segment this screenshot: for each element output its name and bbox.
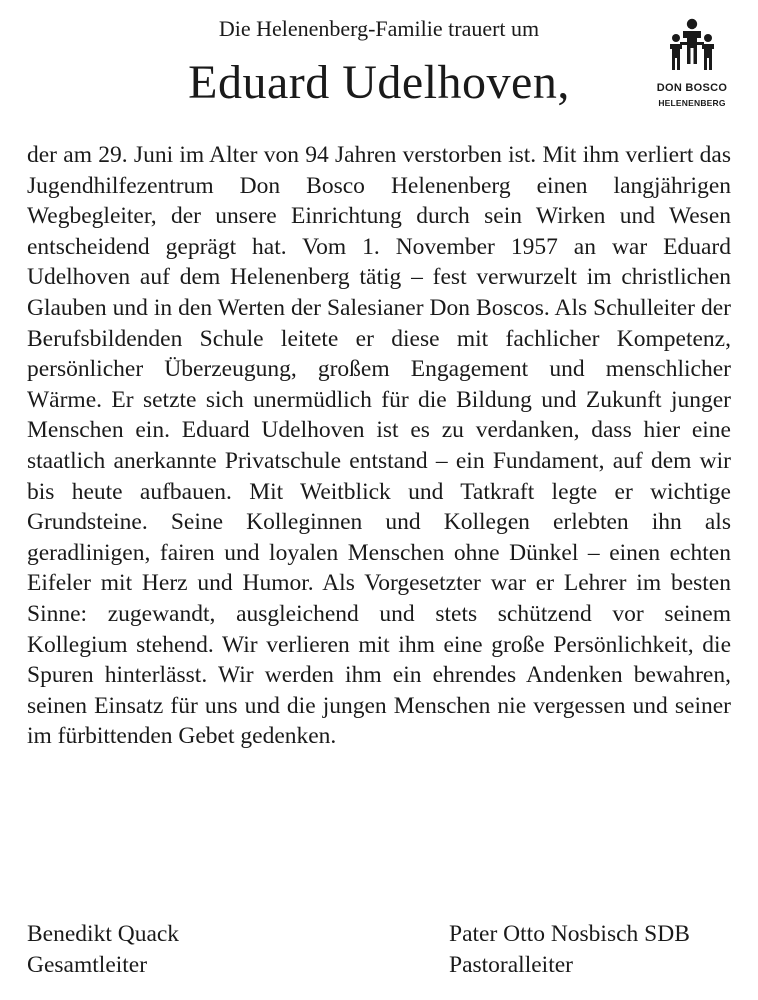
logo-wordmark-helenenberg: HELENENBERG — [658, 98, 726, 108]
don-bosco-figures-icon — [666, 18, 718, 76]
logo-wordmark-don-bosco: DON BOSCO — [656, 82, 728, 94]
signatory-role: Gesamtleiter — [27, 952, 148, 978]
obituary-body-text: der am 29. Juni im Alter von 94 Jahren verstorben ist. Mit ihm verliert das Jugendhilfezentrum Don Bosco Helenenberg einen langjährigen Wegbegleiter, der unsere Einrichtung durch sein Wirken und Wesen entscheidend geprägt hat. Vom 1. November 1957 an war Eduard Udelhoven auf dem Helenenberg tätig – fest verwurzelt im christlichen Glauben und in den Werten der Salesianer Don Boscos. Als Schulleiter der Berufsbildenden Schule leitete er diese mit fachlicher Kompetenz, persönlicher Überzeugung, großem Engagement und menschlicher Wärme. Er setzte sich unermüdlich für die Bildung und Zukunft junger Menschen ein. Eduard Udelhoven ist es zu verdanken, dass hier eine staatlich anerkannte Privatschule entstand – ein Fundament, auf dem wir bis heute aufbauen. Mit Weitblick und Tatkraft legte er wichtige Grundsteine. Seine Kolleginnen und Kollegen erlebten ihn als geradlinigen, fairen und loyalen Menschen ohne Dünkel – einen echten Eifeler mit Herz und Humor. Als Vorgesetzter war er Lehrer im besten Sinne: zugewandt, ausgleichend und stets schützend vor seinem Kollegium stehend. Wir verlieren mit ihm eine große Persönlichkeit, die Spuren hinterlässt. Wir werden ihm ein ehrendes Andenken bewahren, seinen Einsatz für uns und die jungen Menschen nie vergessen und seiner im fürbittenden Gebet gedenken. — [27, 142, 731, 750]
signatory-name: Pater Otto Nosbisch SDB — [449, 921, 690, 947]
don-bosco-logo — [640, 18, 744, 114]
deceased-name: Eduard Udelhoven, — [188, 56, 570, 109]
signatory-name: Benedikt Quack — [27, 921, 180, 947]
signature-left — [27, 919, 179, 981]
notice-intro-text: Die Helenenberg-Familie trauert um — [218, 16, 540, 41]
signature-right — [449, 919, 690, 981]
signatory-role: Pastoralleiter — [449, 952, 573, 978]
